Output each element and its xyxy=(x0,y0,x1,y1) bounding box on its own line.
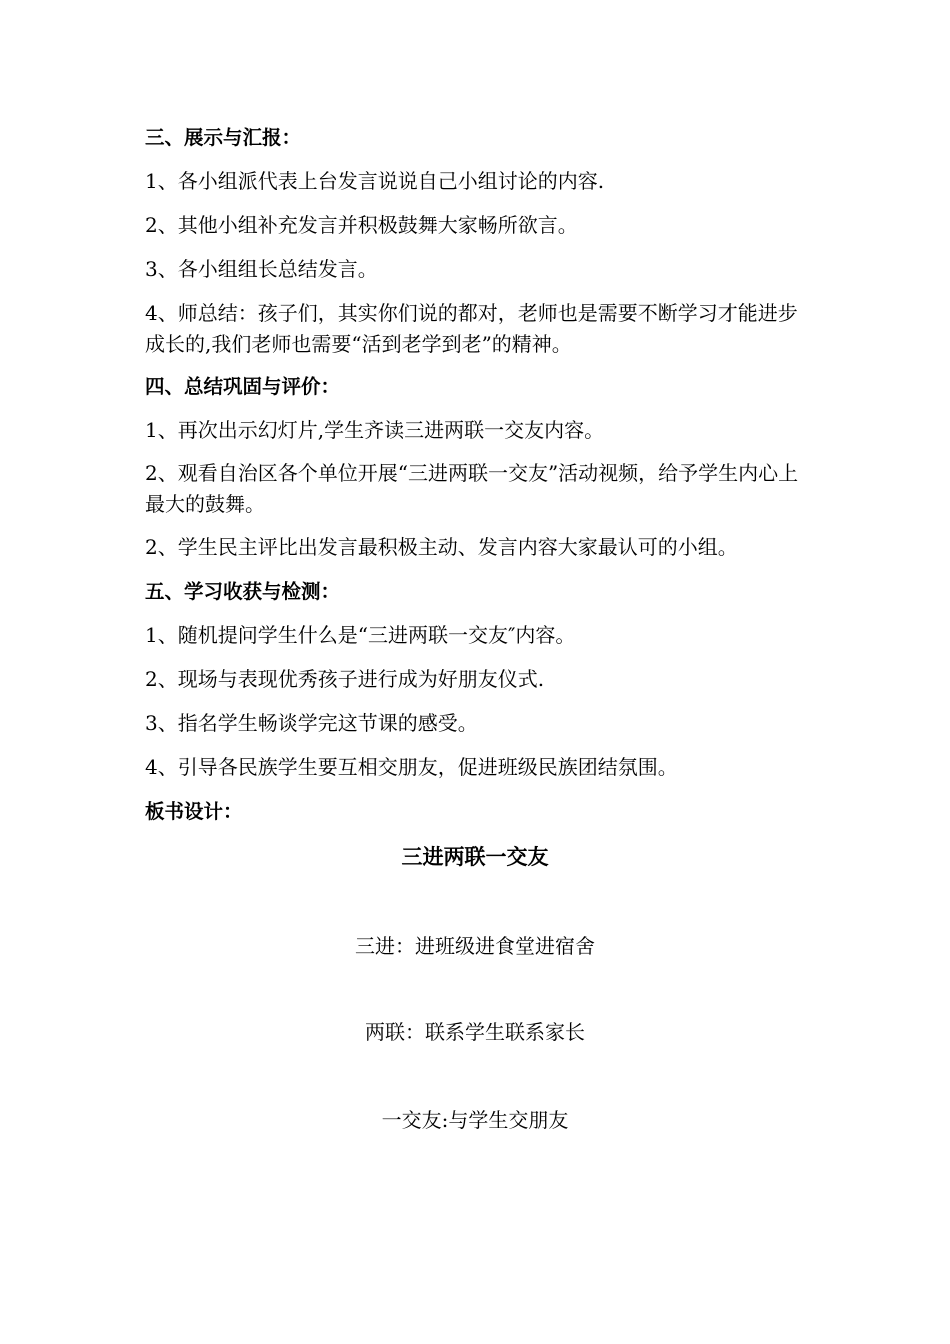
board-line-2: 两联：联系学生联系家长 xyxy=(365,1020,585,1044)
board-line-1: 三进：进班级进食堂进宿舍 xyxy=(355,934,595,958)
section-5-item-1: 1、随机提问学生什么是“三进两联一交友″内容。 xyxy=(145,623,576,647)
section-4-item-2: 2、观看自治区各个单位开展“三进两联一交友”活动视频，给予学生内心上最大的鼓舞。 xyxy=(145,461,799,516)
section-5-heading: 五、学习收获与检测： xyxy=(145,580,341,603)
section-5-item-4: 4、引导各民族学生要互相交朋友，促进班级民族团结氛围。 xyxy=(145,755,678,779)
section-3-item-1: 1、各小组派代表上台发言说说自己小组讨论的内容. xyxy=(145,169,605,193)
board-design-heading: 板书设计： xyxy=(145,800,243,823)
section-4-item-1: 1、再次出示幻灯片,学生齐读三进两联一交友内容。 xyxy=(145,418,605,442)
board-line-3: 一交友:与学生交朋友 xyxy=(381,1108,569,1132)
section-3-item-3: 3、各小组组长总结发言。 xyxy=(145,257,378,281)
section-3-item-4: 4、师总结：孩子们，其实你们说的都对，老师也是需要不断学习才能进步成长的,我们老师也需要“活到老学到老”的精神。 xyxy=(145,301,798,356)
section-4-heading: 四、总结巩固与评价： xyxy=(145,375,341,398)
board-title: 三进两联一交友 xyxy=(401,845,549,869)
section-5-item-2: 2、现场与表现优秀孩子进行成为好朋友仪式. xyxy=(145,667,545,691)
section-4-item-3: 2、学生民主评比出发言最积极主动、发言内容大家最认可的小组。 xyxy=(145,535,738,559)
section-3-item-2: 2、其他小组补充发言并积极鼓舞大家畅所欲言。 xyxy=(145,213,578,237)
section-5-item-3: 3、指名学生畅谈学完这节课的感受。 xyxy=(145,711,478,735)
section-3-heading: 三、展示与汇报： xyxy=(145,126,302,149)
